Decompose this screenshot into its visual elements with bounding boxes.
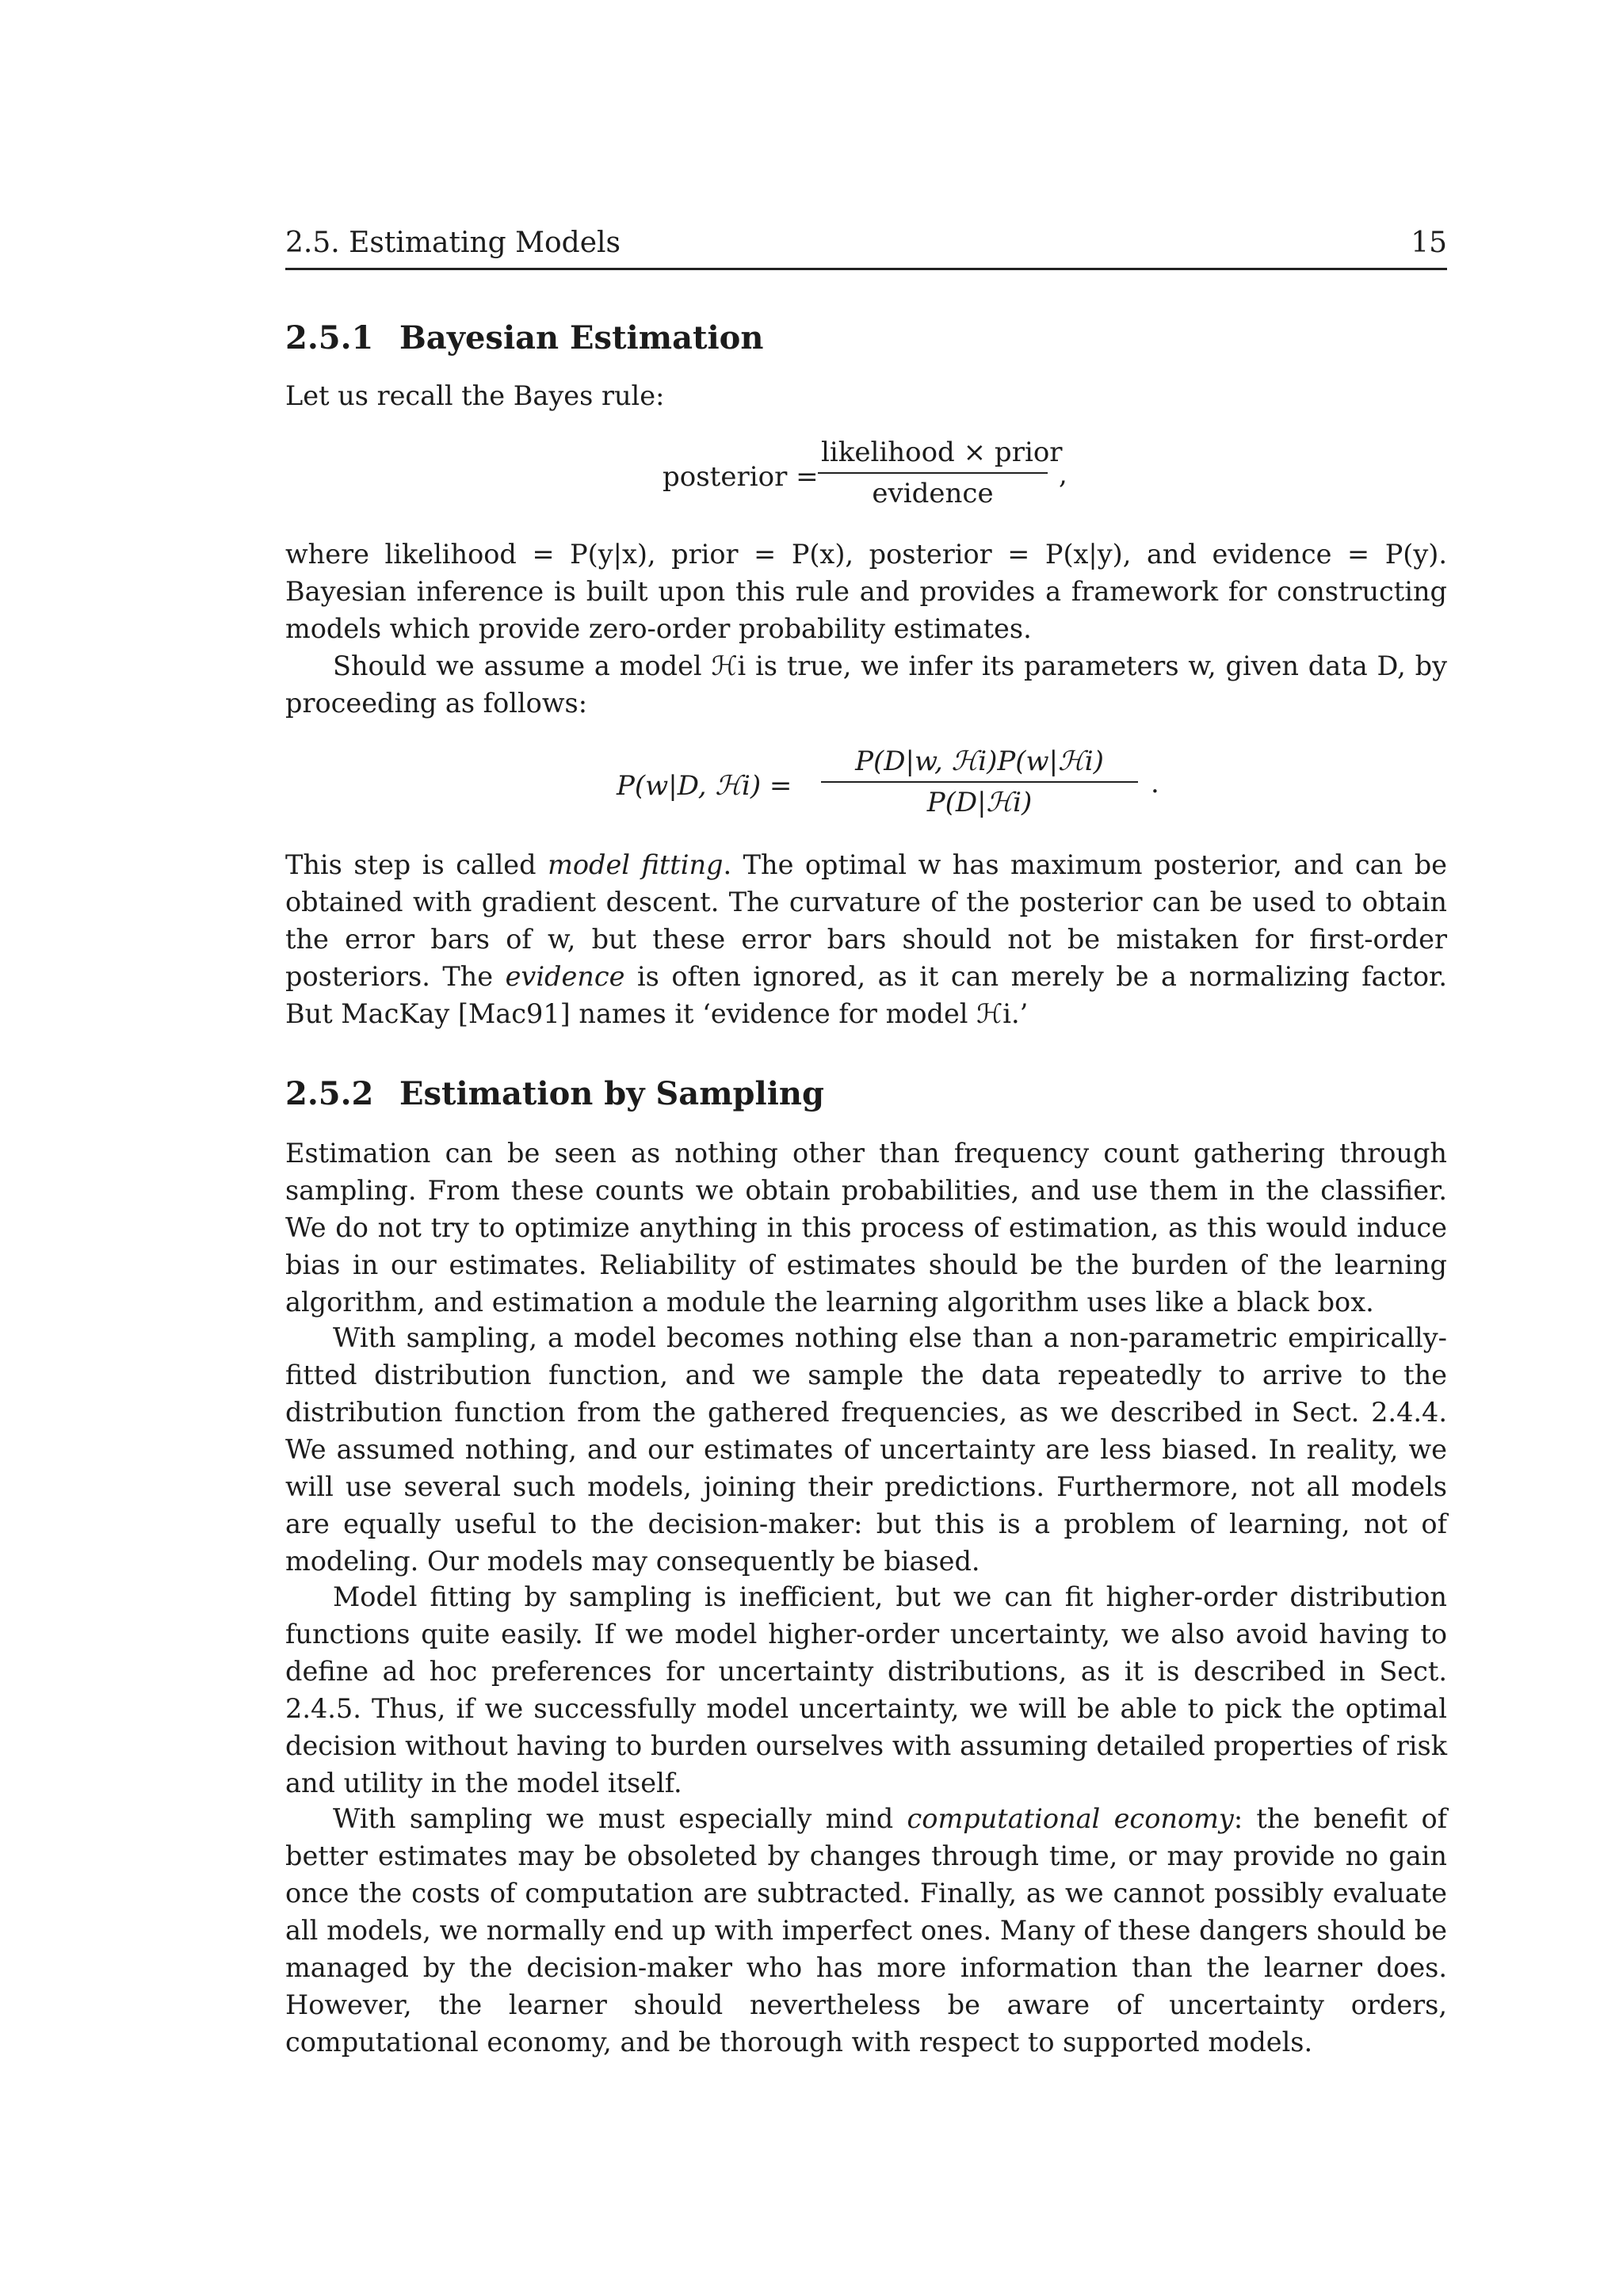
para3-emph-evidence: evidence [505,961,625,992]
bayes-intro: Let us recall the Bayes rule: [285,380,665,411]
section-heading-bayesian [285,318,763,358]
section-heading-sampling [285,1074,824,1114]
para3-text-c: is often ignored, as it can merely be a normalizing factor. But MacKay [Mac91] names it ‘evidence for model ℋi.’ [285,961,1447,1029]
eq2-denominator: P(D|ℋi) [926,787,1033,818]
para4-text-a: With sampling we must especially mind [333,1803,907,1834]
eq1-punct: , [1059,459,1067,490]
para4-emph-computational-economy: computational economy [907,1803,1234,1834]
para3-text-a: This step is called [285,849,548,880]
eq1-numerator: likelihood × prior [818,434,1048,474]
bayes-para-2: Should we assume a model ℋi is true, we infer its parameters w, given data D, by proceeding as follows: [285,650,1447,719]
equation-bayes-rule [285,434,1447,513]
sampling-para-2: With sampling, a model becomes nothing else than a non-parametric empirically-fitted distribution function, and we sample the data repeatedly to arrive to the distribution function from the gathered frequencies, as we described in Sect. 2.4.4. We assumed nothing, and our estimates of uncertainty are less biased. In reality, we will use several such models, joining their predictions. Furthermore, not all models are equally useful to the decision-maker: but this is a problem of learning, not of modeling. Our models may consequently be biased. [285,1322,1447,1577]
section-title: Estimation by Sampling [399,1075,824,1112]
sampling-para-3: Model fitting by sampling is inefficient, but we can fit higher-order distribution functions quite easily. If we model higher-order uncertainty, we also avoid having to define ad hoc preferences for uncertainty distributions, as it is described in Sect. 2.4.5. Thus, if we successfully model uncertainty, we will be able to pick the optimal decision without having to burden ourselves with assuming detailed properties of risk and utility in the model itself. [285,1581,1447,1798]
equation-model-posterior [285,743,1447,822]
eq1-fraction [818,434,1063,512]
sampling-para-4 [285,1800,1447,2061]
eq1-lhs: posterior = [663,461,819,493]
section-title: Bayesian Estimation [399,319,764,357]
eq2-lhs: P(w|D, ℋi) = [617,770,792,802]
header-section-title: 2.5. Estimating Models [285,227,621,259]
running-header [285,223,1447,270]
para3-emph-model-fitting: model fitting [548,849,724,880]
section-number: 2.5.1 [285,319,374,357]
eq2-punct: . [1151,768,1159,799]
bayes-para-1: where likelihood = P(y|x), prior = P(x), posterior = P(x|y), and evidence = P(y). Bayesian inference is built upon this rule and provides a framework for constructing models which provide zero-order probability estimates. [285,539,1447,644]
para4-text-b: : the benefit of better estimates may be obsoleted by changes through time, or may provide no gain once the costs of computation are subtracted. Finally, as we cannot possibly evaluate all models, we normally end up with imperfect ones. Many of these dangers should be managed by the decision-maker who has more information than the learner does. However, the learner should nevertheless be aware of uncertainty orders, computational economy, and be thorough with respect to supported models. [285,1803,1448,2058]
eq1-denominator: evidence [872,478,994,509]
eq2-fraction [821,743,1138,821]
sampling-para-1: Estimation can be seen as nothing other than frequency count gathering through sampling. From these counts we obtain probabilities, and use them in the classifier. We do not try to optimize anything in this process of estimation, as this would induce bias in our estimates. Reliability of estimates should be the burden of the learning algorithm, and estimation a module the learning algorithm uses like a black box. [285,1138,1447,1318]
section-number: 2.5.2 [285,1075,374,1112]
eq2-numerator: P(D|w, ℋi)P(w|ℋi) [821,743,1138,783]
bayes-para-3 [285,846,1447,1032]
para3-text-b: . The optimal w has maximum posterior, and can be obtained with gradient descent. The curvature of the posterior can be used to obtain the error bars of w, but these error bars should not be mistaken for first-order posteriors. The [285,849,1447,992]
page-number: 15 [1411,227,1447,259]
